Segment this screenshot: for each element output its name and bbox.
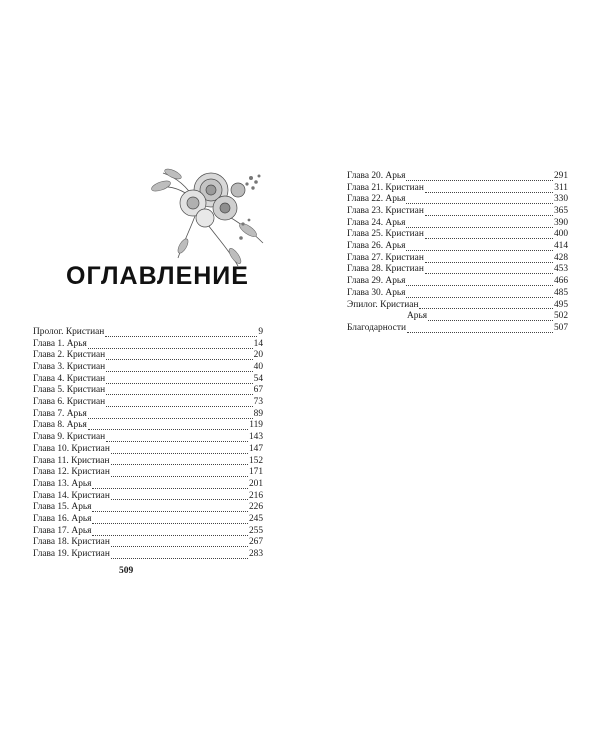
toc-entry bbox=[33, 502, 263, 514]
toc-entry bbox=[33, 350, 263, 362]
toc-entry bbox=[33, 444, 263, 456]
toc-entry-label: Глава 3. Кристиан bbox=[33, 362, 106, 373]
toc-entry-page: 414 bbox=[553, 241, 568, 252]
toc-entry bbox=[347, 241, 568, 253]
right-page bbox=[300, 0, 600, 750]
toc-entry-page: 201 bbox=[248, 478, 263, 489]
toc-entry bbox=[33, 421, 263, 433]
toc-entry bbox=[33, 339, 263, 351]
toc-entry-label: Глава 10. Кристиан bbox=[33, 443, 110, 454]
toc-dot-leader bbox=[92, 532, 247, 536]
toc-dot-leader bbox=[92, 520, 247, 524]
toc-entry bbox=[33, 479, 263, 491]
toc-entry-page: 311 bbox=[554, 182, 568, 193]
toc-entry-page: 283 bbox=[248, 549, 263, 560]
toc-entry bbox=[347, 288, 568, 300]
toc-dot-leader bbox=[111, 543, 248, 547]
toc-entry-label: Глава 26. Арья bbox=[347, 241, 406, 252]
toc-entry-page: 485 bbox=[553, 287, 568, 298]
toc-entry-label: Глава 29. Арья bbox=[347, 276, 406, 287]
toc-entry-page: 255 bbox=[248, 525, 263, 536]
toc-dot-leader bbox=[111, 496, 248, 500]
toc-entry-page: 502 bbox=[553, 311, 568, 322]
toc-entry-label: Глава 28. Кристиан bbox=[347, 264, 424, 275]
toc-dot-leader bbox=[425, 212, 553, 216]
toc-entry-label: Глава 11. Кристиан bbox=[33, 455, 110, 466]
toc-entry-label: Глава 12. Кристиан bbox=[33, 467, 110, 478]
toc-entry-page: 54 bbox=[253, 373, 263, 384]
toc-entry-label: Глава 8. Арья bbox=[33, 420, 87, 431]
toc-entry-page: 89 bbox=[253, 408, 263, 419]
toc-entry-label: Глава 7. Арья bbox=[33, 408, 87, 419]
toc-entry bbox=[347, 171, 568, 183]
toc-dot-leader bbox=[106, 380, 252, 384]
toc-entry-label: Глава 5. Кристиан bbox=[33, 385, 106, 396]
toc-list-right bbox=[347, 171, 568, 335]
toc-dot-leader bbox=[88, 345, 253, 349]
toc-dot-leader bbox=[88, 426, 248, 430]
toc-dot-leader bbox=[106, 391, 252, 395]
toc-entry bbox=[347, 311, 568, 323]
toc-entry bbox=[33, 385, 263, 397]
toc-entry-label: Глава 4. Кристиан bbox=[33, 373, 106, 384]
toc-dot-leader bbox=[111, 461, 248, 465]
toc-dot-leader bbox=[92, 485, 247, 489]
toc-entry bbox=[347, 183, 568, 195]
toc-dot-leader bbox=[425, 235, 553, 239]
toc-entry-page: 147 bbox=[248, 443, 263, 454]
toc-entry bbox=[33, 514, 263, 526]
toc-dot-leader bbox=[425, 189, 553, 193]
toc-list-left bbox=[33, 327, 263, 561]
toc-entry-page: 9 bbox=[258, 326, 263, 337]
toc-dot-leader bbox=[106, 368, 252, 372]
toc-entry-label: Глава 20. Арья bbox=[347, 170, 406, 181]
toc-dot-leader bbox=[406, 224, 552, 228]
toc-entry-label: Глава 27. Кристиан bbox=[347, 252, 424, 263]
toc-entry-page: 171 bbox=[248, 467, 263, 478]
toc-entry-label: Глава 17. Арья bbox=[33, 525, 92, 536]
toc-dot-leader bbox=[406, 200, 552, 204]
toc-entry bbox=[33, 456, 263, 468]
toc-dot-leader bbox=[406, 177, 552, 181]
toc-entry bbox=[33, 409, 263, 421]
toc-entry-page: 365 bbox=[553, 206, 568, 217]
toc-entry-page: 495 bbox=[553, 299, 568, 310]
toc-entry bbox=[33, 397, 263, 409]
toc-dot-leader bbox=[106, 356, 252, 360]
toc-entry-label: Глава 9. Кристиан bbox=[33, 432, 106, 443]
toc-entry-page: 14 bbox=[253, 338, 263, 349]
flower-bouquet-icon bbox=[143, 148, 275, 268]
toc-entry-label: Глава 30. Арья bbox=[347, 287, 406, 298]
toc-entry-page: 143 bbox=[248, 432, 263, 443]
toc-dot-leader bbox=[419, 305, 552, 309]
toc-entry-page: 507 bbox=[553, 322, 568, 333]
toc-dot-leader bbox=[88, 415, 253, 419]
toc-entry bbox=[33, 549, 263, 561]
toc-entry-page: 216 bbox=[248, 490, 263, 501]
toc-dot-leader bbox=[111, 450, 248, 454]
toc-entry bbox=[347, 229, 568, 241]
toc-entry-page: 291 bbox=[553, 170, 568, 181]
toc-entry bbox=[347, 300, 568, 312]
toc-entry-label: Глава 18. Кристиан bbox=[33, 537, 110, 548]
toc-entry-page: 466 bbox=[553, 276, 568, 287]
toc-entry-label: Глава 21. Кристиан bbox=[347, 182, 424, 193]
toc-entry bbox=[347, 194, 568, 206]
page-number: 509 bbox=[119, 566, 134, 576]
toc-entry-label: Пролог. Кристиан bbox=[33, 326, 105, 337]
toc-entry-label: Арья bbox=[407, 311, 428, 322]
toc-entry-label: Глава 1. Арья bbox=[33, 338, 87, 349]
toc-dot-leader bbox=[92, 508, 247, 512]
toc-entry bbox=[33, 362, 263, 374]
toc-entry bbox=[33, 374, 263, 386]
toc-dot-leader bbox=[428, 317, 553, 321]
toc-entry bbox=[33, 537, 263, 549]
toc-entry-label: Глава 19. Кристиан bbox=[33, 549, 110, 560]
toc-entry bbox=[347, 253, 568, 265]
toc-dot-leader bbox=[425, 259, 553, 263]
toc-entry bbox=[347, 323, 568, 335]
toc-entry bbox=[33, 526, 263, 538]
toc-entry-label: Глава 22. Арья bbox=[347, 194, 406, 205]
toc-entry-label: Глава 6. Кристиан bbox=[33, 397, 106, 408]
toc-entry-label: Глава 16. Арья bbox=[33, 513, 92, 524]
toc-entry bbox=[33, 467, 263, 479]
toc-entry bbox=[347, 276, 568, 288]
toc-entry-label: Благодарности bbox=[347, 322, 406, 333]
toc-dot-leader bbox=[406, 247, 552, 251]
toc-entry-page: 40 bbox=[253, 362, 263, 373]
toc-entry-page: 119 bbox=[249, 420, 263, 431]
toc-entry-page: 67 bbox=[253, 385, 263, 396]
toc-entry-page: 400 bbox=[553, 229, 568, 240]
toc-entry-page: 330 bbox=[553, 194, 568, 205]
toc-entry-page: 245 bbox=[248, 513, 263, 524]
toc-entry bbox=[347, 206, 568, 218]
toc-dot-leader bbox=[111, 473, 248, 477]
toc-entry bbox=[33, 491, 263, 503]
toc-entry-label: Глава 14. Кристиан bbox=[33, 490, 110, 501]
toc-entry-label: Глава 2. Кристиан bbox=[33, 350, 106, 361]
toc-entry-label: Глава 13. Арья bbox=[33, 478, 92, 489]
toc-entry-label: Глава 23. Кристиан bbox=[347, 206, 424, 217]
toc-entry-page: 428 bbox=[553, 252, 568, 263]
toc-entry-label: Глава 25. Кристиан bbox=[347, 229, 424, 240]
toc-dot-leader bbox=[105, 333, 257, 337]
toc-entry-page: 20 bbox=[253, 350, 263, 361]
page-title: ОГЛАВЛЕНИЕ bbox=[66, 262, 249, 290]
toc-entry-page: 390 bbox=[553, 217, 568, 228]
toc-entry-page: 73 bbox=[253, 397, 263, 408]
toc-entry-page: 453 bbox=[553, 264, 568, 275]
toc-dot-leader bbox=[425, 270, 553, 274]
toc-dot-leader bbox=[406, 282, 552, 286]
toc-dot-leader bbox=[106, 403, 252, 407]
toc-entry bbox=[33, 327, 263, 339]
toc-entry-label: Глава 24. Арья bbox=[347, 217, 406, 228]
toc-dot-leader bbox=[406, 294, 552, 298]
toc-entry bbox=[347, 218, 568, 230]
toc-entry bbox=[347, 265, 568, 277]
toc-entry-page: 152 bbox=[248, 455, 263, 466]
toc-dot-leader bbox=[407, 329, 553, 333]
toc-dot-leader bbox=[106, 438, 248, 442]
toc-entry-page: 226 bbox=[248, 502, 263, 513]
toc-entry-label: Эпилог. Кристиан bbox=[347, 299, 419, 310]
toc-dot-leader bbox=[111, 555, 248, 559]
toc-entry-page: 267 bbox=[248, 537, 263, 548]
toc-entry-label: Глава 15. Арья bbox=[33, 502, 92, 513]
toc-entry bbox=[33, 432, 263, 444]
